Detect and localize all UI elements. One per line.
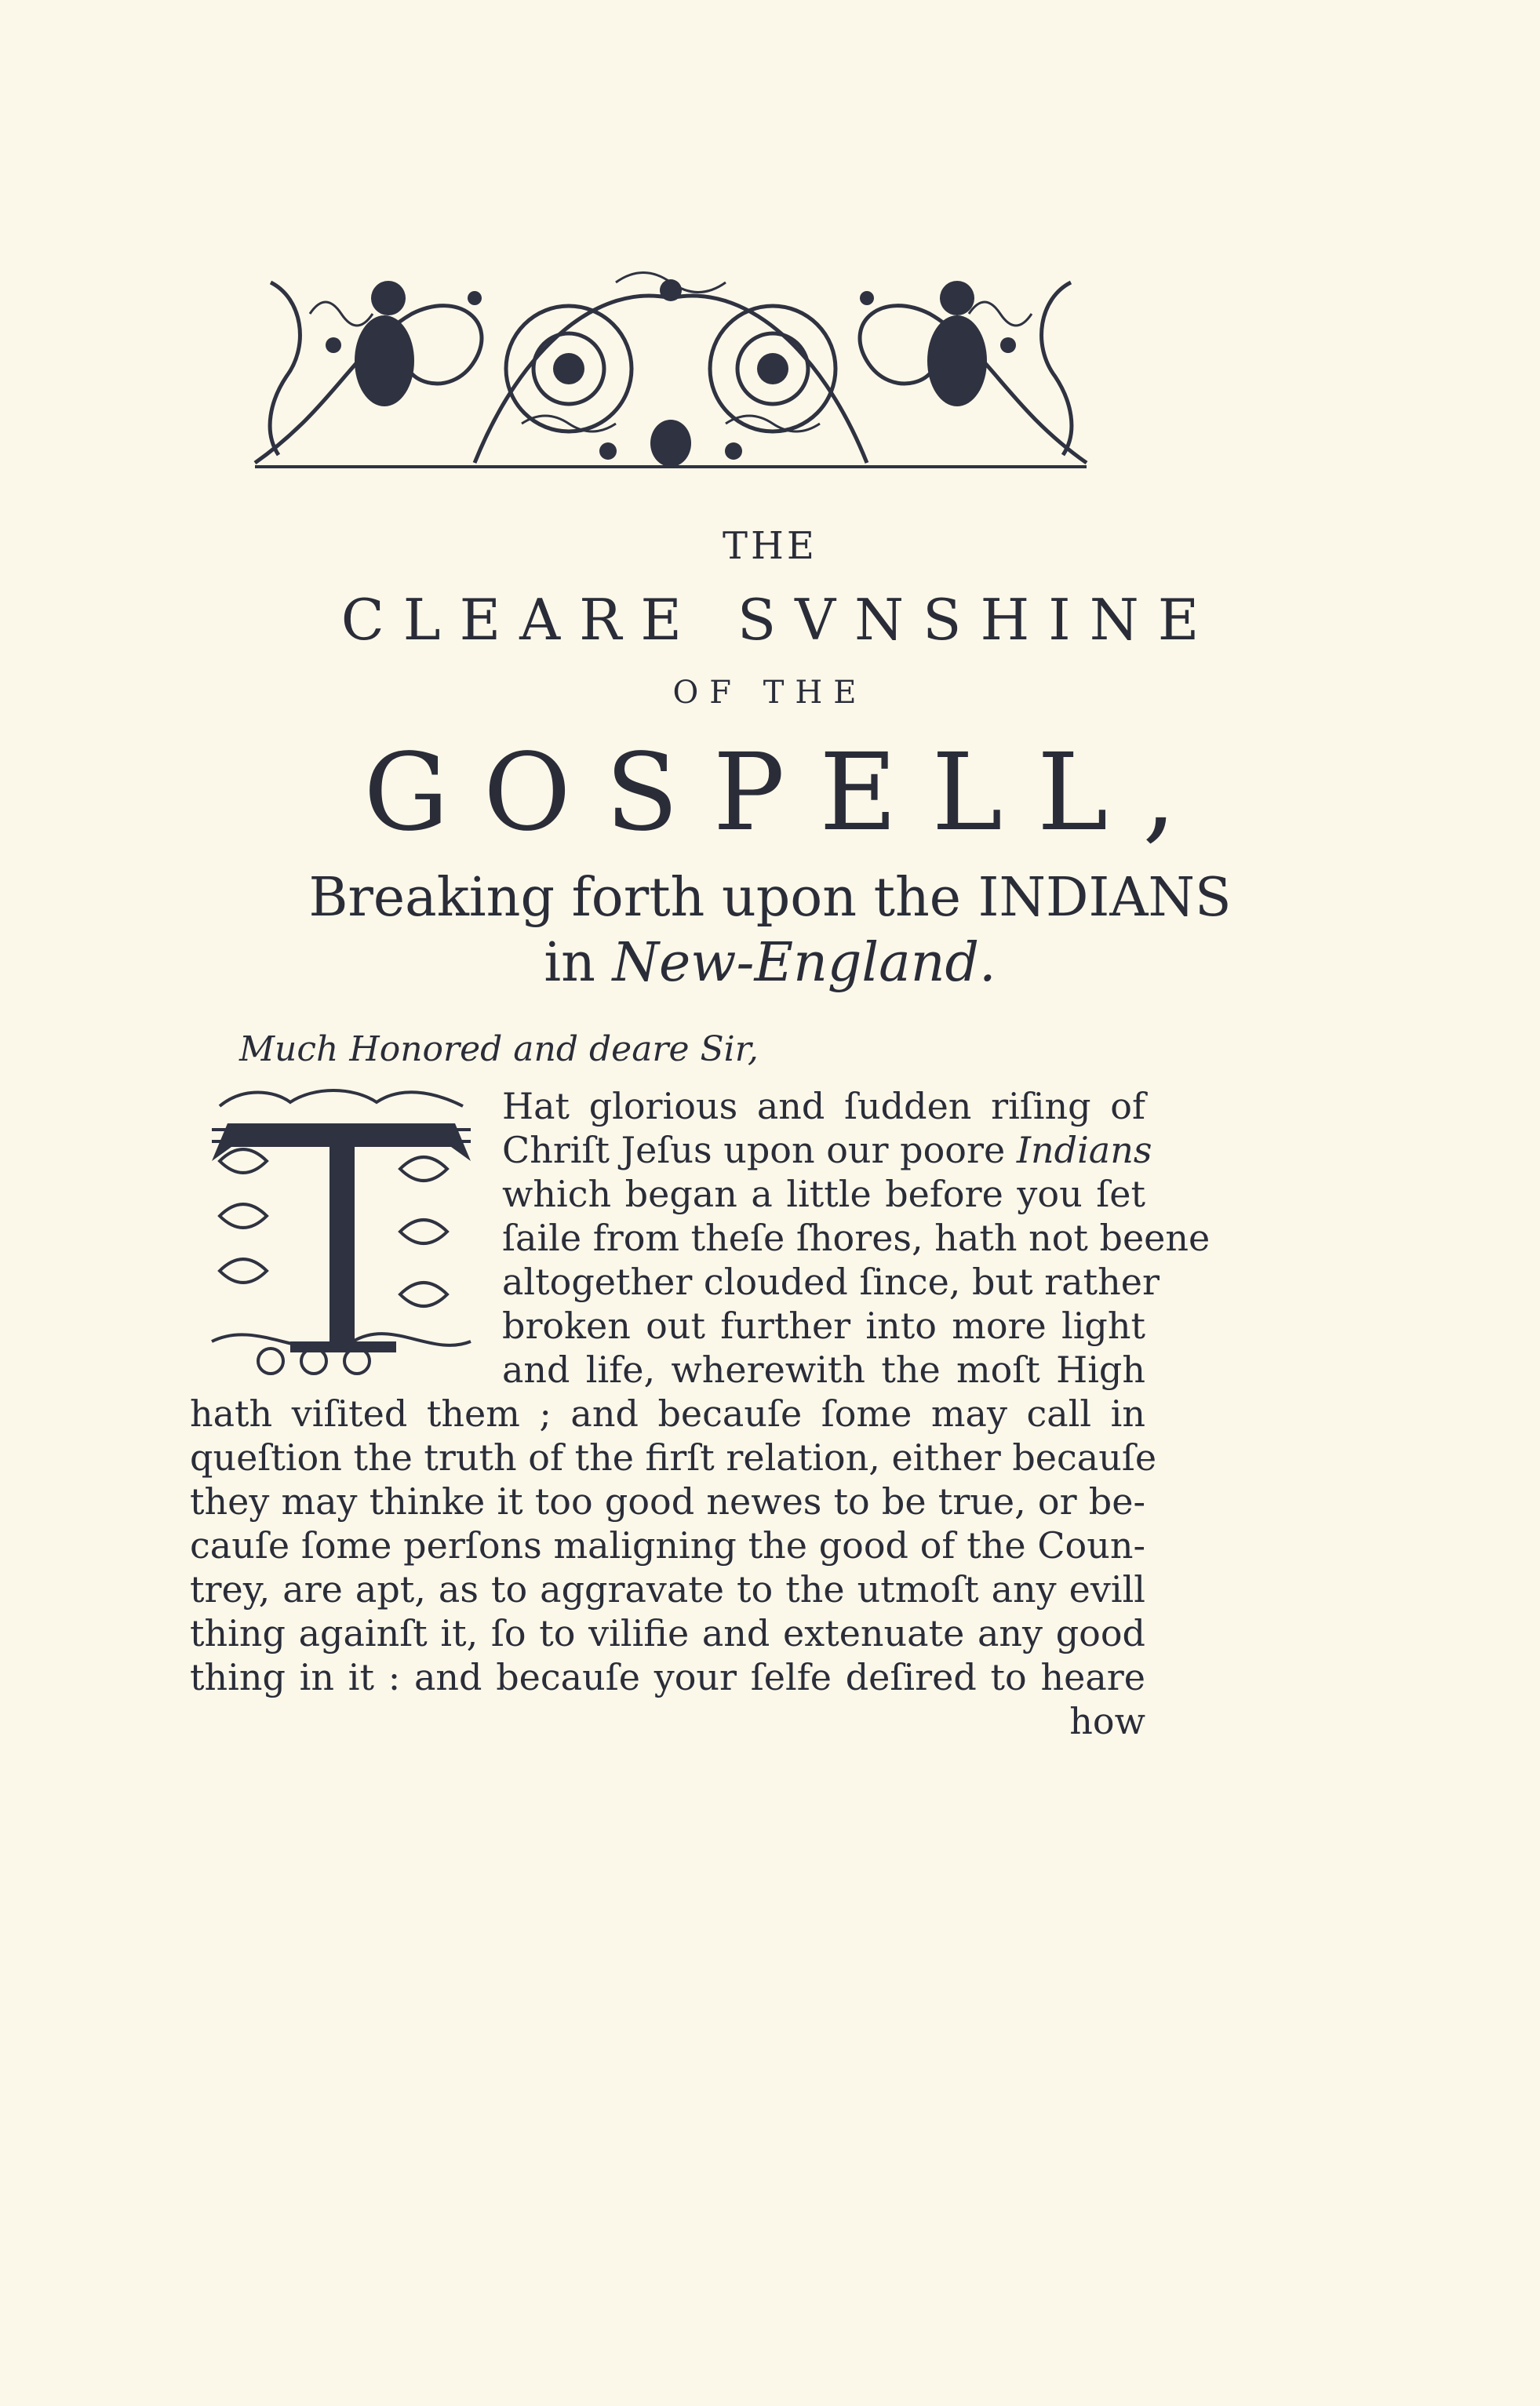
body-line-10: they may thinke it too good newes to be true, or be- <box>190 1480 1145 1523</box>
body-line-8: hath viſited them ; and becauſe ſome may call in <box>190 1392 1145 1435</box>
title-the: THE <box>723 524 817 568</box>
catchword: how <box>1069 1700 1145 1742</box>
subtitle-italic: New-England. <box>612 932 996 994</box>
body-line-3: which began a little before you ſet <box>502 1173 1145 1215</box>
subtitle-prefix: in <box>544 932 613 994</box>
body-line-9: queſtion the truth of the firſt relation, either becauſe <box>190 1436 1157 1479</box>
body-line-7: and life, wherewith the moſt High <box>502 1349 1145 1391</box>
body-line-13: thing againſt it, ſo to vilifie and extenuate any good <box>190 1612 1145 1654</box>
body-line-11: cauſe ſome perſons maligning the good of the Coun- <box>190 1524 1145 1567</box>
body-line-14: thing in it : and becauſe your ſelfe deſired to heare <box>190 1656 1145 1698</box>
subtitle-new-england <box>0 932 1540 994</box>
ornamental-initial-t-icon <box>196 1083 486 1381</box>
body-line-2-text: Chriſt Jeſus upon our poore <box>502 1129 1017 1171</box>
title-gospell: GOSPELL, <box>363 731 1211 855</box>
body-line-6: broken out further into more light <box>502 1305 1145 1347</box>
body-line-2-italic: Indians <box>1016 1129 1152 1171</box>
title-cleare-sunshine: CLEARE SVNSHINE <box>340 587 1218 653</box>
body-line-5: altogether clouded ſince, but rather <box>502 1261 1160 1303</box>
floral-cherub-headpiece-icon <box>239 251 1102 479</box>
body-line-1: Hat glorious and ſudden riſing of <box>502 1085 1145 1127</box>
body-line-2 <box>502 1128 1152 1172</box>
body-line-4: ſaile from theſe ſhores, hath not beene <box>502 1217 1211 1259</box>
salutation: Much Honored and deare Sir, <box>239 1029 759 1069</box>
title-of-the: OF THE <box>672 675 868 711</box>
subtitle-breaking-forth: Breaking forth upon the INDIANS <box>308 867 1232 929</box>
body-line-12: trey, are apt, as to aggravate to the utmoſt any evill <box>190 1568 1145 1611</box>
